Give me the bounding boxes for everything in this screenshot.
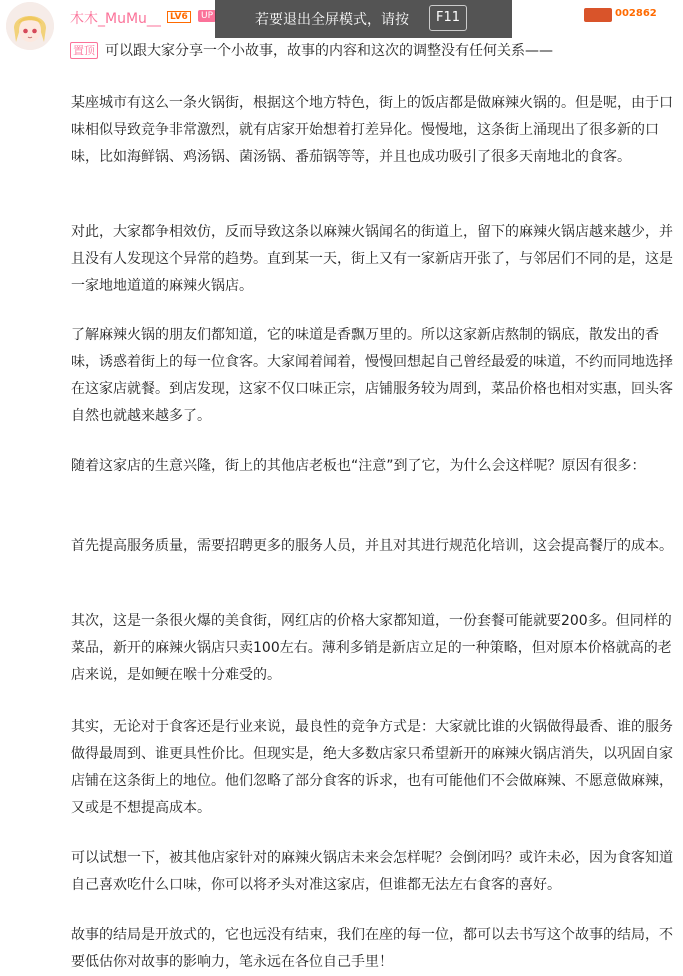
pinned-badge: 置顶 <box>70 42 98 59</box>
story-paragraph-6: 其次，这是一条很火爆的美食街，网红店的价格大家都知道，一份套餐可能就要200多。但同样的菜品，新开的麻辣火锅店只卖100左右。薄利多销是新店立足的一种策略，但对原本价格就高的老店来说，是如鲠在喉十分难受的。 <box>71 613 672 683</box>
story-paragraph-7: 其实，无论对于食客还是行业来说，最良性的竞争方式是：大家就比谁的火锅做得最香、谁的服务做得最周到、谁更具性价比。但现实是，绝大多数店家只希望新开的麻辣火锅店消失，以巩固自家店铺在这条街上的地位。他们忽略了部分食客的诉求，也有可能他们不会做麻辣、不愿意做麻辣，又或是不想提高成本。 <box>71 719 673 816</box>
fullscreen-exit-notice <box>215 0 512 38</box>
medal-badge-icon <box>584 8 612 22</box>
username[interactable]: 木木_MuMu__ <box>70 11 161 27</box>
avatar[interactable] <box>6 2 54 50</box>
story-paragraph-1: 某座城市有这么一条火锅街，根据这个地方特色，街上的饭店都是做麻辣火锅的。但是呢，由于口味相似导致竞争非常激烈，就有店家开始想着打差异化。慢慢地，这条街上涌现出了很多新的口味，比如海鲜锅、鸡汤锅、菌汤锅、番茄锅等等，并且也成功吸引了很多天南地北的食客。 <box>71 95 673 165</box>
story-paragraph-3: 了解麻辣火锅的朋友们都知道，它的味道是香飘万里的。所以这家新店熬制的锅底，散发出的香味，诱惑着街上的每一位食客。大家闻着闻着，慢慢回想起自己曾经最爱的味道，不约而同地选择在这家店就餐。到店发现，这家不仅口味正宗，店铺服务较为周到，菜品价格也相对实惠，回头客自然也就越来越多了。 <box>71 327 673 424</box>
f11-key-hint: F11 <box>429 5 467 31</box>
story-paragraph-4: 随着这家店的生意兴隆，街上的其他店老板也“注意”到了它，为什么会这样呢？原因有很多： <box>71 458 646 474</box>
fullscreen-notice-text: 若要退出全屏模式，请按 <box>255 12 409 28</box>
up-badge: UP <box>198 10 216 22</box>
story-paragraph-5: 首先提高服务质量，需要招聘更多的服务人员，并且对其进行规范化培训，这会提高餐厅的成本。 <box>71 538 673 554</box>
level-badge: LV6 <box>167 11 191 23</box>
story-paragraph-8: 可以试想一下，被其他店家针对的麻辣火锅店未来会怎样呢？会倒闭吗？或许未必，因为食客知道自己喜欢吃什么口味，你可以将矛头对准这家店，但谁都无法左右食客的喜好。 <box>71 850 673 893</box>
story-paragraph-2: 对此，大家都争相效仿，反而导致这条以麻辣火锅闻名的街道上，留下的麻辣火锅店越来越少，并且没有人发现这个异常的趋势。直到某一天，街上又有一家新店开张了，与邻居们不同的是，这是一家地地道道的麻辣火锅店。 <box>71 224 673 294</box>
pinned-lead-text: 可以跟大家分享一个小故事，故事的内容和这次的调整没有任何关系—— <box>105 43 553 59</box>
medal-number: 002862 <box>615 8 657 19</box>
story-paragraph-9: 故事的结局是开放式的，它也远没有结束，我们在座的每一位，都可以去书写这个故事的结局，不要低估你对故事的影响力，笔永远在各位自己手里！ <box>71 927 673 970</box>
